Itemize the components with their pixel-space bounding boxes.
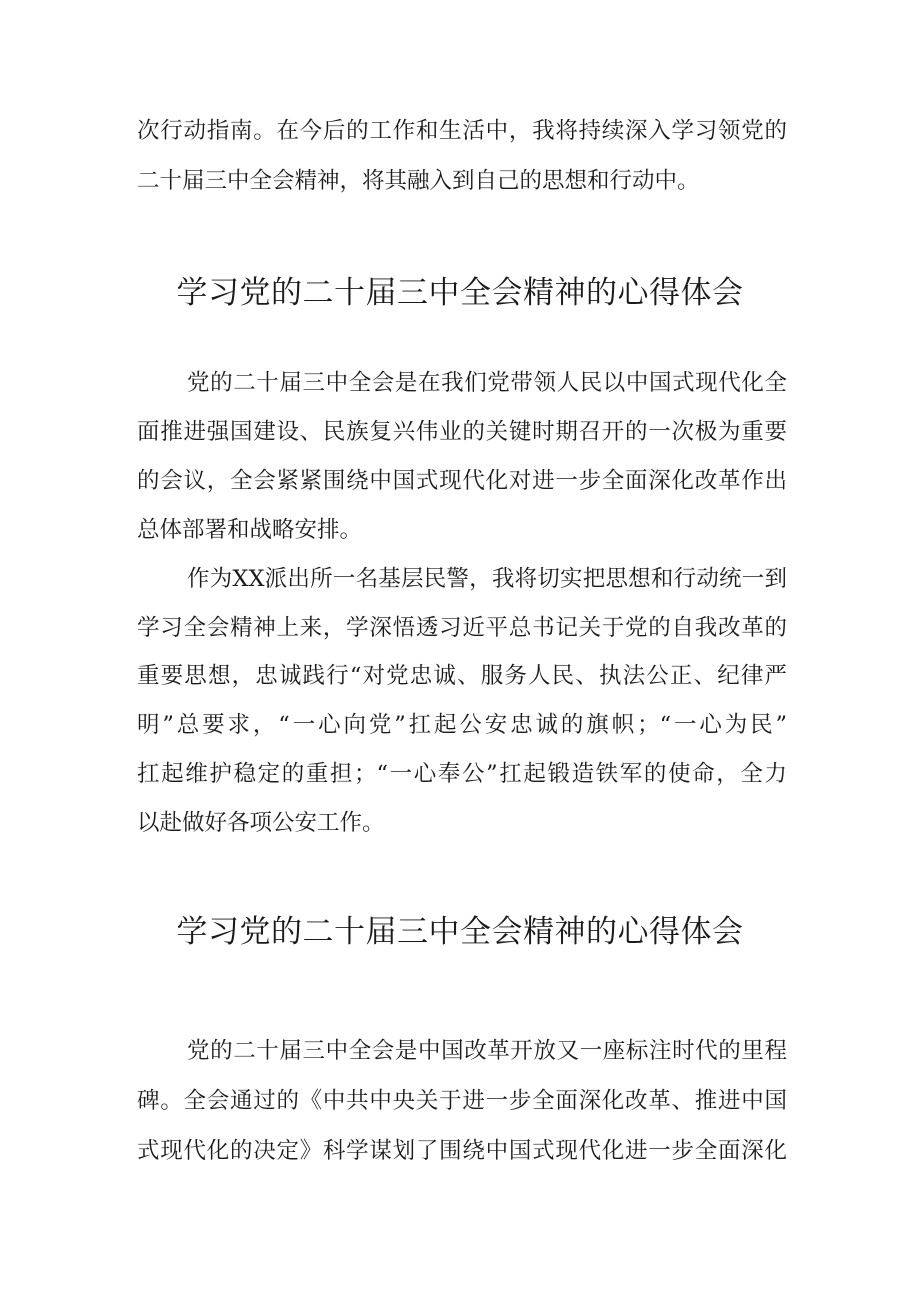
section1-p2-line-2: 学习全会精神上来，学深悟透习近平总书记关于党的自我改革的 bbox=[137, 615, 787, 641]
section2-p1-line-3: 式现代化的决定》科学谋划了围绕中国式现代化进一步全面深化 bbox=[137, 1138, 787, 1164]
section2-p1-line-2: 碑。全会通过的《中共中央关于进一步全面深化改革、推进中国 bbox=[137, 1088, 787, 1114]
section1-p2-line-3: 重要思想，忠诚践行“对党忠诚、服务人民、执法公正、纪律严 bbox=[137, 663, 787, 689]
section1-p2-line-4: 明”总要求，“一心向党”扛起公安忠诚的旗帜；“一心为民” bbox=[137, 712, 787, 738]
intro-line-2: 二十届三中全会精神，将其融入到自己的思想和行动中。 bbox=[137, 168, 700, 194]
section2-p1-line-1: 党的二十届三中全会是中国改革开放又一座标注时代的里程 bbox=[187, 1038, 787, 1064]
section2-title: 学习党的二十届三中全会精神的心得体会 bbox=[176, 914, 744, 950]
section1-p1-line-3: 的会议，全会紧紧围绕中国式现代化对进一步全面深化改革作出 bbox=[137, 468, 787, 494]
intro-line-1: 次行动指南。在今后的工作和生活中，我将持续深入学习领党的 bbox=[137, 118, 787, 144]
section1-p1-line-2: 面推进强国建设、民族复兴伟业的关键时期召开的一次极为重要 bbox=[137, 419, 787, 445]
section1-p1-line-1: 党的二十届三中全会是在我们党带领人民以中国式现代化全 bbox=[187, 370, 787, 396]
section1-p1-line-4: 总体部署和战略安排。 bbox=[137, 517, 363, 543]
section1-p2-line-1: 作为XX派出所一名基层民警，我将切实把思想和行动统一到 bbox=[187, 566, 787, 592]
section1-title: 学习党的二十届三中全会精神的心得体会 bbox=[176, 275, 744, 311]
section1-p2-line-5: 扛起维护稳定的重担；“一心奉公”扛起锻造铁军的使命，全力 bbox=[137, 761, 787, 787]
section1-p2-line-6: 以赴做好各项公安工作。 bbox=[137, 810, 385, 836]
